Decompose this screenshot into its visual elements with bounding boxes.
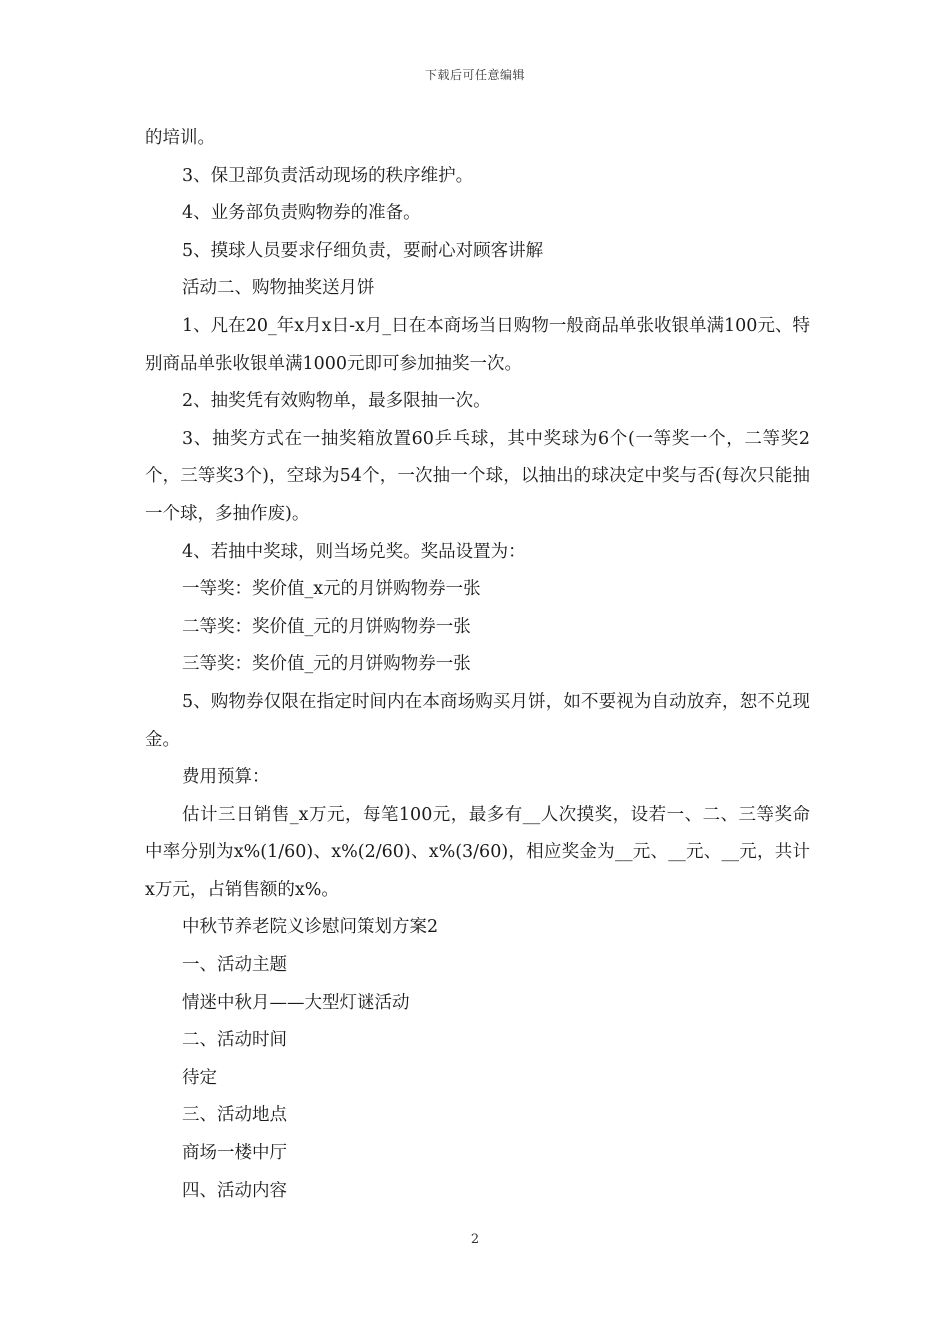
prize-second: 二等奖：奖价值_元的月饼购物券一张: [182, 616, 471, 637]
paragraph-rule-2: 2、抽奖凭有效购物单，最多限抽一次。: [182, 391, 491, 412]
document-body: [145, 120, 810, 1210]
page-number: 2: [470, 1232, 480, 1247]
paragraph-rule-3: 3、抽奖方式在一抽奖箱放置60乒乓球，其中奖球为6个(一等奖一个，二等奖2个，三等奖3个)，空球为54个，一次抽一个球，以抽出的球决定中奖与否(每次只能抽一个球，多抽作废)。: [145, 428, 810, 524]
paragraph-item-3: 3、保卫部负责活动现场的秩序维护。: [182, 165, 474, 186]
budget-heading: 费用预算：: [182, 767, 270, 788]
plan-title: 中秋节养老院义诊慰问策划方案2: [182, 917, 439, 938]
page-header: 下载后可任意编辑: [424, 68, 525, 82]
section-location-text: 商场一楼中厅: [182, 1143, 287, 1164]
paragraph-rule-4: 4、若抽中奖球，则当场兑奖。奖品设置为：: [182, 541, 526, 562]
paragraph-item-4: 4、业务部负责购物券的准备。: [182, 203, 421, 224]
section-heading-activity-two: 活动二、购物抽奖送月饼: [182, 278, 375, 299]
prize-third: 三等奖：奖价值_元的月饼购物券一张: [182, 654, 471, 675]
section-theme-text: 情迷中秋月——大型灯谜活动: [182, 992, 410, 1013]
section-content-heading: 四、活动内容: [182, 1180, 287, 1201]
budget-paragraph: 估计三日销售_x万元，每笔100元，最多有__人次摸奖，设若一、二、三等奖命中率分别为x%(1/60)、x%(2/60)、x%(3/60)，相应奖金为__元、__元、__元，共计x万元，占销售额的x%。: [145, 804, 810, 900]
prize-first: 一等奖：奖价值_x元的月饼购物券一张: [182, 579, 481, 600]
paragraph-rule-1: 1、凡在20_年x月x日-x月_日在本商场当日购物一般商品单张收银单满100元、特别商品单张收银单满1000元即可参加抽奖一次。: [145, 315, 810, 374]
section-theme-heading: 一、活动主题: [182, 955, 287, 976]
paragraph-item-5: 5、摸球人员要求仔细负责，要耐心对顾客讲解: [182, 240, 544, 261]
paragraph-rule-5: 5、购物券仅限在指定时间内在本商场购买月饼，如不要视为自动放弃，恕不兑现金。: [145, 691, 810, 750]
section-location-heading: 三、活动地点: [182, 1105, 287, 1126]
section-time-text: 待定: [182, 1067, 217, 1088]
section-time-heading: 二、活动时间: [182, 1030, 287, 1051]
paragraph-continuation: 的培训。: [145, 128, 215, 148]
